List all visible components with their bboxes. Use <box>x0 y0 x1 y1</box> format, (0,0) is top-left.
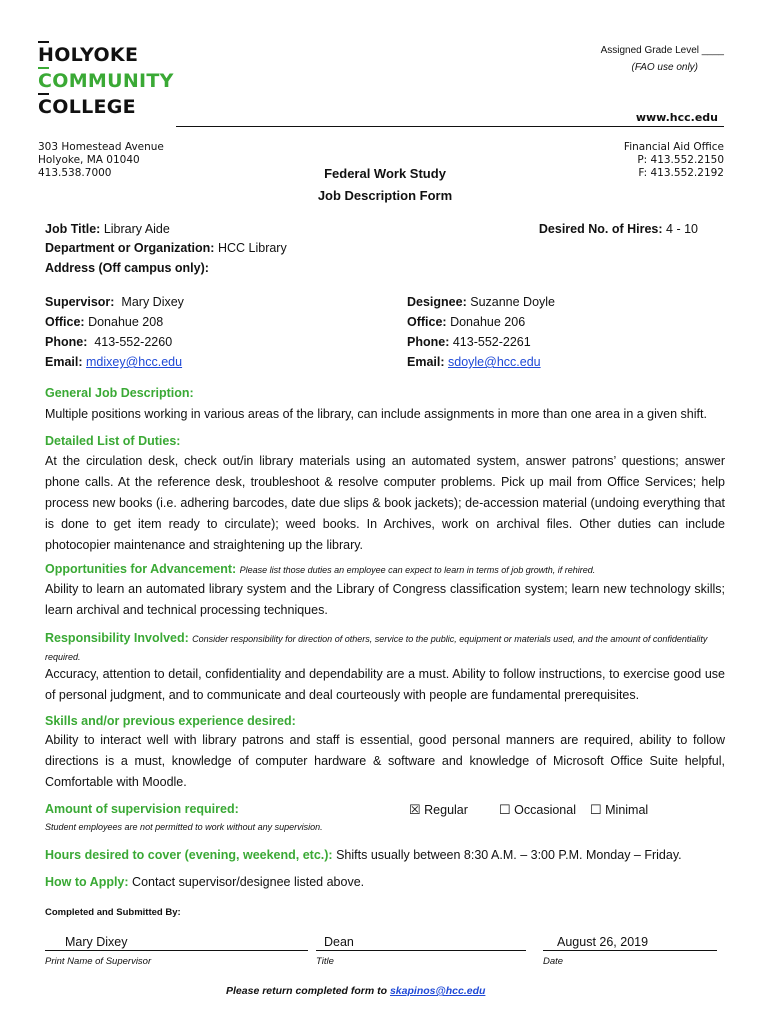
option-regular-label: Regular <box>424 803 468 817</box>
supervisor-name-field[interactable]: Mary Dixey <box>45 933 308 951</box>
college-logo <box>38 42 174 120</box>
logo-line-3: COLLEGE <box>38 96 136 118</box>
supervisor-label: Supervisor: <box>45 295 115 309</box>
address-label: Address (Off campus only): <box>45 261 209 275</box>
website: www.hcc.edu <box>635 111 718 124</box>
designee-block <box>407 292 737 372</box>
hires-row <box>539 219 698 239</box>
completed-by-label: Completed and Submitted By: <box>45 907 181 918</box>
address-street: 303 Homestead Avenue <box>38 141 164 153</box>
fa-office-name: Financial Aid Office <box>623 141 724 153</box>
address-phone: 413.538.7000 <box>38 167 112 179</box>
supervision-note: Student employees are not permitted to work without any supervision. <box>45 822 323 832</box>
designee-office-label: Office: <box>407 315 447 329</box>
department-label: Department or Organization: <box>45 241 215 255</box>
supervisor-email-link[interactable]: mdixey@hcc.edu <box>86 355 183 369</box>
return-email-link[interactable]: skapinos@hcc.edu <box>389 985 486 997</box>
logo-line-1: HOLYOKE <box>38 44 139 66</box>
supervisor-name: Mary Dixey <box>121 295 184 309</box>
name-field-label: Print Name of Supervisor <box>45 956 152 967</box>
form-title <box>0 163 770 207</box>
advancement-heading-row <box>45 562 595 576</box>
advancement-heading: Opportunities for Advancement: <box>45 562 237 576</box>
fao-use-only: (FAO use only) <box>631 62 698 73</box>
return-text: Please return completed form to <box>226 985 388 997</box>
option-occasional[interactable] <box>499 800 576 820</box>
designee-phone-label: Phone: <box>407 335 450 349</box>
date-field-label: Date <box>543 956 564 967</box>
option-regular[interactable] <box>409 800 468 820</box>
option-minimal-label: Minimal <box>605 803 649 817</box>
supervisor-email-label: Email: <box>45 355 83 369</box>
department-value: HCC Library <box>217 241 287 255</box>
logo-bar <box>38 41 49 43</box>
header-rule <box>176 126 724 127</box>
responsibility-heading: Responsibility Involved: <box>45 631 189 645</box>
hires-value: 4 - 10 <box>666 222 698 236</box>
hours-text: Shifts usually between 8:30 A.M. – 3:00 P.M. Monday – Friday. <box>336 848 682 862</box>
designee-email-link[interactable]: sdoyle@hcc.edu <box>448 355 541 369</box>
designee-email-label: Email: <box>407 355 445 369</box>
hires-label: Desired No. of Hires: <box>538 222 663 236</box>
checked-box-icon[interactable]: ☒ <box>409 802 421 817</box>
apply-text: Contact supervisor/designee listed above. <box>132 875 365 889</box>
responsibility-heading-row <box>45 630 730 666</box>
department-row <box>45 238 287 258</box>
fa-fax: F: 413.552.2192 <box>638 167 724 179</box>
title-line-1: Federal Work Study <box>324 166 446 181</box>
title-field[interactable]: Dean <box>316 933 526 951</box>
supervisor-office-label: Office: <box>45 315 85 329</box>
title-field-label: Title <box>316 956 334 967</box>
title-line-2: Job Description Form <box>317 188 453 203</box>
supervisor-phone: 413-552-2260 <box>94 335 173 349</box>
fa-phone: P: 413.552.2150 <box>637 154 724 166</box>
apply-heading: How to Apply: <box>45 875 129 889</box>
general-heading: General Job Description: <box>45 386 194 400</box>
responsibility-note: Consider responsibility for direction of others, service to the public, equipment or materials used, and the amount of confidentiality required. <box>45 634 708 662</box>
unchecked-box-icon[interactable]: ☐ <box>590 802 602 817</box>
designee-phone: 413-552-2261 <box>452 335 531 349</box>
assigned-grade-field[interactable]: Assigned Grade Level ____ <box>600 45 724 56</box>
address-city: Holyoke, MA 01040 <box>38 154 140 166</box>
option-minimal[interactable] <box>590 800 648 820</box>
option-occasional-label: Occasional <box>514 803 576 817</box>
apply-row <box>45 872 364 892</box>
advancement-text: Ability to learn an automated library system and the Library of Congress classification system; learn new technology skills; learn archival and technical processing techniques. <box>45 582 725 617</box>
supervisor-office: Donahue 208 <box>88 315 164 329</box>
unchecked-box-icon[interactable]: ☐ <box>499 802 511 817</box>
responsibility-text: Accuracy, attention to detail, confidentiality and dependability are a must. Ability to follow instructions, to exercise good use of personal judgment, and to communicate and deal courteously with people are fundamental prerequisites. <box>45 667 725 702</box>
hours-row <box>45 845 682 865</box>
designee-label: Designee: <box>407 295 467 309</box>
supervisor-block <box>45 292 375 372</box>
fao-box <box>601 42 724 76</box>
skills-text: Ability to interact well with library patrons and staff is essential, good personal manners are required, ability to follow directions is a must, knowledge of computer hardware & software and knowledge of Microsoft Office Suite helpful, Comfortable with Moodle. <box>45 733 725 789</box>
skills-heading: Skills and/or previous experience desired: <box>45 714 296 728</box>
general-text: Multiple positions working in various areas of the library, can include assignments in more than one area in a given shift. <box>45 407 707 421</box>
supervision-heading: Amount of supervision required: <box>45 802 239 816</box>
return-instructions <box>226 985 485 997</box>
logo-bar <box>38 67 49 69</box>
advancement-note: Please list those duties an employee can expect to learn in terms of job growth, if rehired. <box>239 565 596 575</box>
hours-heading: Hours desired to cover (evening, weekend, etc.): <box>45 848 333 862</box>
address-row <box>45 258 209 278</box>
job-title-label: Job Title: <box>45 222 101 236</box>
designee-name: Suzanne Doyle <box>470 295 556 309</box>
job-title-value: Library Aide <box>103 222 170 236</box>
date-field[interactable]: August 26, 2019 <box>543 933 717 951</box>
duties-heading: Detailed List of Duties: <box>45 434 181 448</box>
logo-line-2: COMMUNITY <box>38 70 174 92</box>
supervisor-phone-label: Phone: <box>45 335 88 349</box>
duties-text: At the circulation desk, check out/in library materials using an automated system, answer patrons’ questions; answer phone calls. At the reference desk, troubleshoot & resolve computer problems. Pick up mail from Office Services; help process new books (i.e. adhering barcodes, date due slips & book jackets); de-accession material (undoing everything that is done to get item ready to circulate); weed books. In Archives, work on archival files. Other duties can include photocopier maintenance and straightening up the library. <box>45 454 725 552</box>
job-title-row <box>45 219 170 239</box>
logo-bar <box>38 93 49 95</box>
designee-office: Donahue 206 <box>450 315 526 329</box>
